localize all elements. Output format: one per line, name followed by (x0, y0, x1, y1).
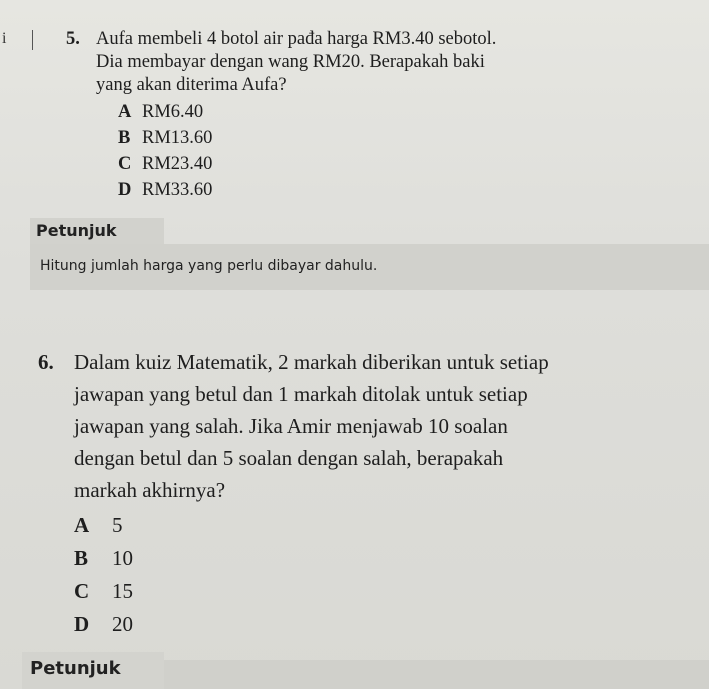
option-value: 10 (112, 545, 133, 570)
option-value: RM6.40 (142, 101, 204, 122)
question-text (96, 28, 706, 97)
hint-box (30, 218, 709, 290)
option-c[interactable] (74, 574, 706, 607)
margin-mark: i (2, 30, 7, 47)
option-value: RM33.60 (142, 179, 213, 200)
question-line: Dalam kuiz Matematik, 2 markah diberikan untuk setiap (74, 350, 549, 374)
question-5 (66, 28, 706, 203)
answer-options (74, 508, 706, 640)
option-value: RM13.60 (142, 127, 213, 148)
question-line: Dia membayar dengan wang RM20. Berapakah baki (96, 52, 485, 72)
hint-body-strip (164, 660, 709, 689)
option-value: 5 (112, 512, 123, 537)
option-d[interactable] (118, 177, 706, 203)
question-line: yang akan diterima Aufa? (96, 75, 287, 95)
hint-title: Petunjuk (22, 652, 164, 689)
option-letter: B (118, 127, 131, 148)
answer-options (118, 99, 706, 203)
option-letter: B (74, 545, 89, 570)
option-letter: D (74, 611, 90, 636)
option-letter: A (74, 512, 90, 537)
question-number: 5. (66, 29, 80, 49)
option-value: 20 (112, 611, 133, 636)
option-a[interactable] (74, 508, 706, 541)
option-letter: C (74, 578, 90, 603)
option-letter: C (118, 153, 132, 174)
option-d[interactable] (74, 607, 706, 640)
question-number: 6. (38, 350, 54, 374)
option-c[interactable] (118, 151, 706, 177)
hint-title: Petunjuk (30, 218, 164, 244)
question-line: jawapan yang salah. Jika Amir menjawab 10 soalan (74, 414, 508, 438)
option-b[interactable] (118, 125, 706, 151)
hint-box (22, 652, 709, 689)
question-line: Aufa membeli 4 botol air pađa harga RM3.40 sebotol. (96, 29, 497, 49)
option-value: 15 (112, 578, 133, 603)
option-a[interactable] (118, 99, 706, 125)
question-6 (38, 346, 706, 640)
question-line: markah akhirnya? (74, 478, 226, 502)
option-letter: D (118, 179, 132, 200)
option-letter: A (118, 101, 132, 122)
option-value: RM23.40 (142, 153, 213, 174)
margin-line (32, 30, 33, 50)
question-text (74, 346, 674, 506)
option-b[interactable] (74, 541, 706, 574)
hint-text: Hitung jumlah harga yang perlu dibayar dahulu. (30, 244, 709, 290)
question-line: jawapan yang betul dan 1 markah ditolak untuk setiap (74, 382, 528, 406)
question-line: dengan betul dan 5 soalan dengan salah, berapakah (74, 446, 504, 470)
